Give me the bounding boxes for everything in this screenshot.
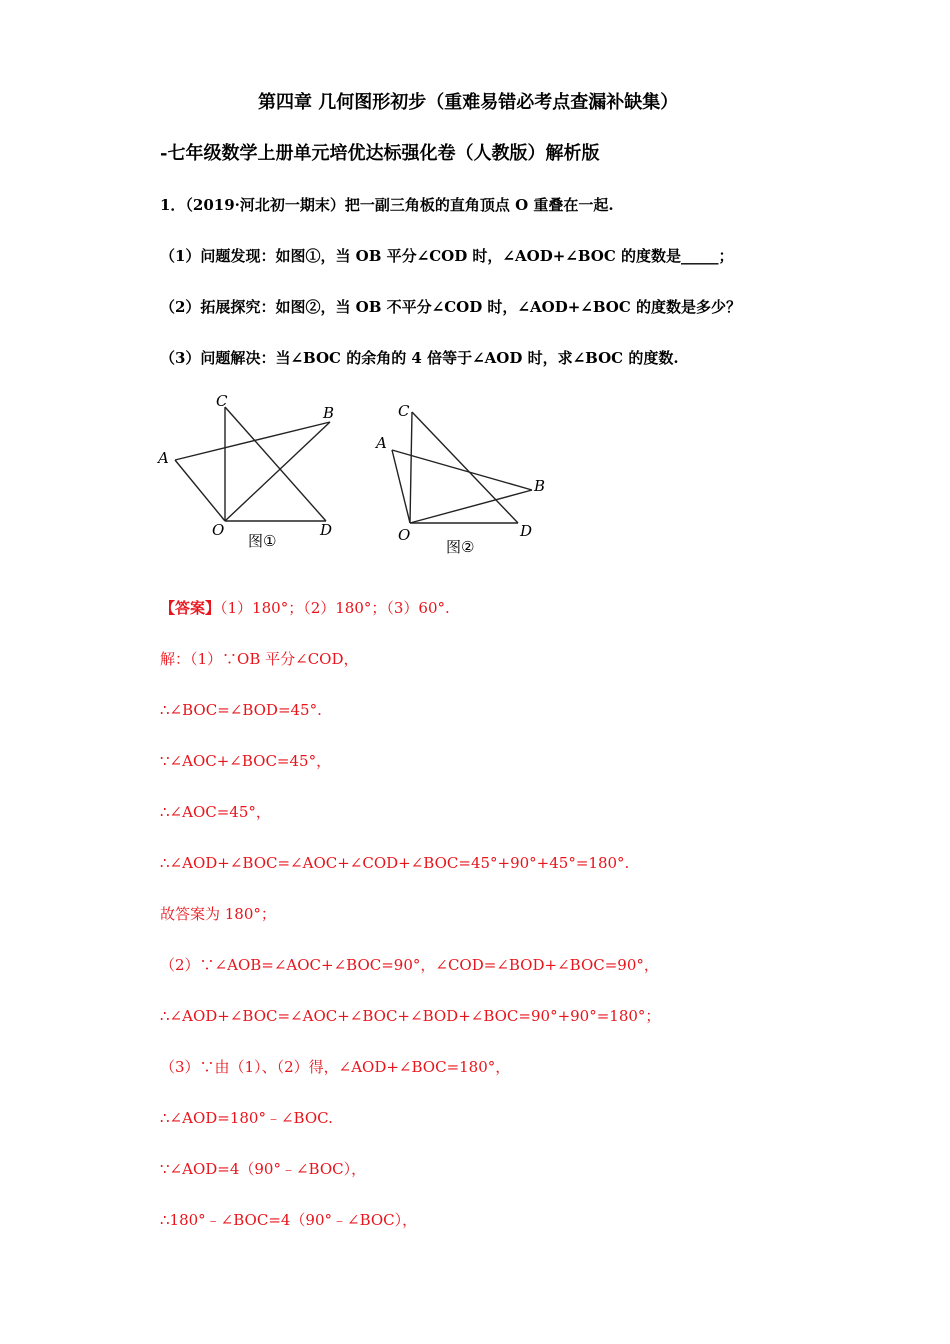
fig2-label-A: A — [376, 434, 387, 452]
solution-line: ∴∠AOD=180°﹣∠BOC. — [160, 1109, 333, 1127]
fig1-label-A: A — [158, 449, 169, 467]
fig1-label-D: D — [320, 521, 333, 539]
fig2-label-B: B — [534, 477, 546, 495]
fig2-label-C: C — [398, 402, 410, 420]
segment-AO — [175, 460, 225, 521]
figure-2-caption: 图② — [446, 538, 475, 556]
solution-line: 解：（1）∵OB 平分∠COD， — [160, 650, 359, 668]
figure-2-diagram — [370, 392, 560, 547]
solution-line: ∵∠AOC+∠BOC=45°， — [160, 752, 332, 770]
title-line-2: -七年级数学上册单元培优达标强化卷（人教版）解析版 — [160, 143, 600, 164]
solution-line: ∵∠AOD=4（90°﹣∠BOC）， — [160, 1160, 367, 1178]
answer-tag: 【答案】 — [160, 599, 221, 617]
segment-AB — [175, 422, 330, 460]
answer-line — [160, 598, 450, 618]
figure-2 — [370, 392, 560, 556]
question-part-1: （1）问题发现：如图①，当 OB 平分∠COD 时，∠AOD+∠BOC 的度数是_____； — [160, 247, 734, 265]
fig2-label-O: O — [398, 526, 411, 544]
solution-line: ∴∠BOC=∠BOD=45°. — [160, 701, 322, 719]
fig1-label-B: B — [323, 404, 335, 422]
fig1-label-O: O — [212, 521, 225, 539]
figure-1-caption: 图① — [248, 532, 277, 550]
solution-line: （3）∵由（1）、（2）得，∠AOD+∠BOC=180°， — [160, 1058, 511, 1076]
segment-AO — [392, 450, 410, 523]
solution-line: ∴∠AOD+∠BOC=∠AOC+∠BOC+∠BOD+∠BOC=90°+90°=180°； — [160, 1007, 661, 1025]
figure-1 — [150, 390, 350, 549]
answer-text: （1）180°；（2）180°；（3）60°. — [220, 599, 450, 617]
solution-line: ∴∠AOC=45°， — [160, 803, 271, 821]
solution-line: （2）∵∠AOB=∠AOC+∠BOC=90°，∠COD=∠BOD+∠BOC=90°， — [160, 956, 659, 974]
segment-OB — [225, 422, 330, 521]
fig2-label-D: D — [520, 522, 533, 540]
fig1-label-C: C — [216, 392, 228, 410]
figure-1-diagram — [150, 390, 350, 545]
question-part-2: （2）拓展探究：如图②，当 OB 不平分∠COD 时，∠AOD+∠BOC 的度数是多少？ — [160, 298, 742, 316]
segment-OC — [410, 412, 412, 523]
question-part-3: （3）问题解决：当∠BOC 的余角的 4 倍等于∠AOD 时，求∠BOC 的度数. — [160, 349, 679, 367]
segment-AB — [392, 450, 532, 490]
solution-line: 故答案为 180°； — [160, 905, 276, 923]
solution-line: ∴180°﹣∠BOC=4（90°﹣∠BOC）， — [160, 1211, 418, 1229]
segment-CD — [225, 407, 326, 521]
segment-CD — [412, 412, 518, 523]
title-line-1: 第四章 几何图形初步（重难易错必考点查漏补缺集） — [258, 92, 679, 113]
solution-line: ∴∠AOD+∠BOC=∠AOC+∠COD+∠BOC=45°+90°+45°=180°. — [160, 854, 630, 872]
question-stem: 1．（2019·河北初一期末）把一副三角板的直角顶点 O 重叠在一起. — [160, 196, 614, 214]
